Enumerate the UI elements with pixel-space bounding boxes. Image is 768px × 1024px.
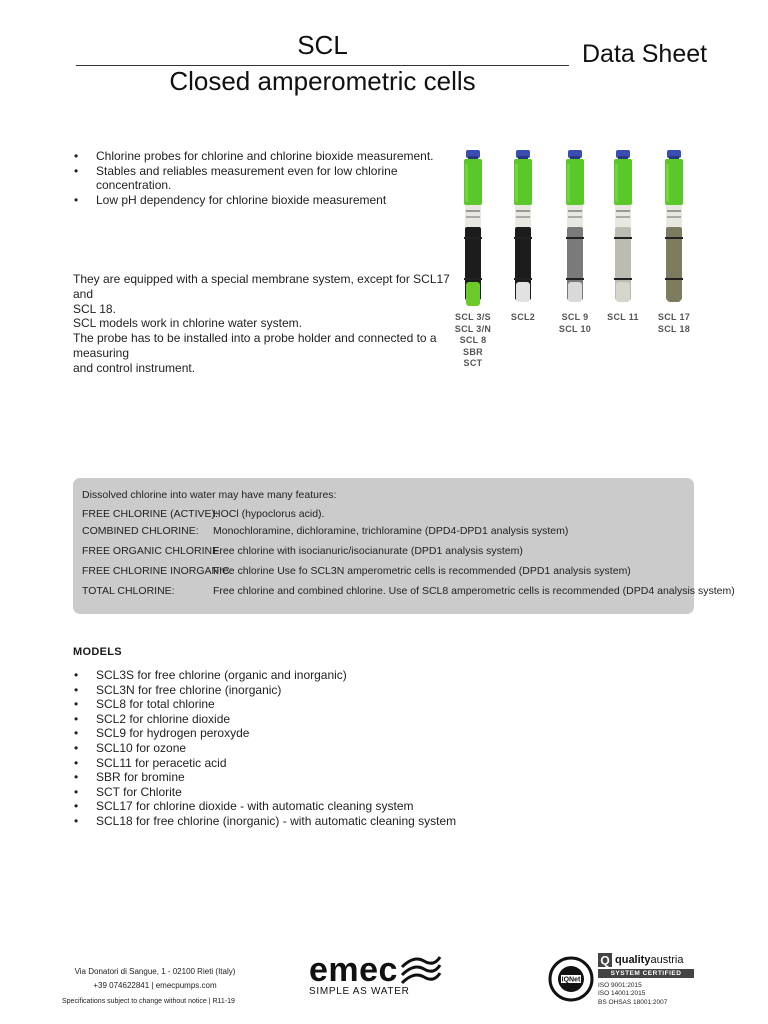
model-item: • SCL3S for free chlorine (organic and inorganic): [73, 668, 473, 683]
seal-label: IQNet: [561, 976, 581, 984]
cert-name: [615, 954, 683, 966]
probe-label-line: SCL 3/S: [455, 312, 491, 322]
model-item: • SCL18 for free chlorine (inorganic) - with automatic cleaning system: [73, 814, 473, 829]
info-intro: Dissolved chlorine into water may have many features:: [82, 489, 337, 501]
probe-label-line: SCL 9: [561, 312, 589, 322]
probe-label-line: SCL2: [510, 312, 536, 322]
probe-image: [459, 150, 487, 310]
description-line: They are equipped with a special membrane system, except for SCL17 and: [73, 272, 450, 301]
info-term: FREE ORGANIC CHLORINE:: [82, 545, 223, 557]
page-title: SCL: [297, 30, 348, 60]
model-item: • SBR for bromine: [73, 770, 473, 785]
info-term: COMBINED CHLORINE:: [82, 525, 199, 537]
cert-iso: BS OHSAS 18001:2007: [598, 998, 668, 1006]
cert-bar: SYSTEM CERTIFIED: [598, 969, 694, 978]
description: [73, 272, 453, 376]
model-item: • SCL2 for chlorine dioxide: [73, 712, 473, 727]
description-line: and control instrument.: [73, 360, 196, 375]
model-item: • SCL10 for ozone: [73, 741, 473, 756]
info-definition: Free chlorine Use fo SCL3N amperometric cells is recommended (DPD1 analysis system): [213, 565, 631, 577]
emec-logo: [309, 953, 442, 997]
description-line: SCL 18.: [73, 301, 116, 316]
description-line: The probe has to be installed into a probe holder and connected to a measuring: [73, 331, 437, 360]
probe-label-line: SCL 17: [657, 312, 691, 322]
probe-image: [561, 150, 589, 310]
feature-item: • Low pH dependency for chlorine bioxide measurement: [73, 193, 443, 208]
feature-item: • Stables and reliables measurement even for low chlorine concentration.: [73, 164, 443, 193]
probe-label: [493, 312, 553, 324]
probe-image: [609, 150, 637, 310]
probe-label-line: SCL 3/N: [454, 323, 492, 334]
models-heading: MODELS: [73, 646, 122, 658]
doc-type-label: Data Sheet: [582, 40, 708, 68]
probe-label-line: SCL 11: [607, 312, 639, 322]
cert-iso-list: [598, 982, 694, 1007]
probe-image: [509, 150, 537, 310]
cert-name-rest: austria: [650, 954, 684, 966]
models-list: [73, 668, 473, 829]
info-definition: Free chlorine with isocianuric/isocianurate (DPD1 analysis system): [213, 545, 523, 557]
model-item: • SCT for Chlorite: [73, 785, 473, 800]
model-item: • SCL8 for total chlorine: [73, 697, 473, 712]
probe-label-line: SCL 8: [459, 335, 487, 345]
model-item: • SCL9 for hydrogen peroxyde: [73, 726, 473, 741]
probe-label: [644, 312, 704, 335]
feature-item: • Chlorine probes for chlorine and chlorine bioxide measurement.: [73, 149, 443, 164]
logo-name: emec: [309, 951, 398, 989]
info-definition: Monochloramine, dichloramine, trichloramine (DPD4-DPD1 analysis system): [213, 525, 569, 537]
cert-name-bold: quality: [615, 954, 651, 966]
description-line: SCL models work in chlorine water system.: [73, 316, 302, 331]
model-item: • SCL3N for free chlorine (inorganic): [73, 683, 473, 698]
cert-iso: ISO 9001:2015: [598, 982, 642, 989]
certification-seal-icon: [548, 956, 594, 1002]
probe-label-line: SBR: [463, 346, 483, 357]
probe-label-line: SCL 18: [657, 323, 691, 334]
feature-list: [73, 149, 443, 207]
info-definition: Free chlorine and combined chlorine. Use of SCL8 amperometric cells is recommended (DPD4 analysis system): [213, 585, 735, 597]
quality-austria-badge: [598, 953, 694, 1007]
cert-iso: ISO 14001:2015: [598, 990, 646, 998]
footer-address: Via Donatori di Sangue, 1 - 02100 Rieti (Italy): [74, 967, 236, 976]
model-item: • SCL11 for peracetic acid: [73, 756, 473, 771]
probe-label-line: SCT: [463, 358, 483, 368]
footer-address-block: [60, 965, 250, 993]
model-item: • SCL17 for chlorine dioxide - with automatic cleaning system: [73, 799, 473, 814]
page-subtitle: Closed amperometric cells: [169, 66, 476, 96]
q-logo-icon: [598, 953, 612, 967]
probe-image: [660, 150, 688, 310]
footer-disclaimer: Specifications subject to change without notice | R11-19: [62, 998, 235, 1005]
footer-contact: +39 074622841 | emecpumps.com: [93, 981, 217, 990]
logo-tagline: SIMPLE AS WATER: [309, 986, 410, 997]
info-term: FREE CHLORINE INORGANIC:: [82, 565, 233, 577]
svg-text:Q: Q: [600, 953, 610, 967]
info-definition: HOCl (hypoclorus acid).: [213, 508, 325, 520]
probe-label-line: SCL 10: [558, 323, 592, 334]
info-term: TOTAL CHLORINE:: [82, 585, 175, 597]
info-term: FREE CHLORINE (ACTIVE):: [82, 508, 218, 520]
